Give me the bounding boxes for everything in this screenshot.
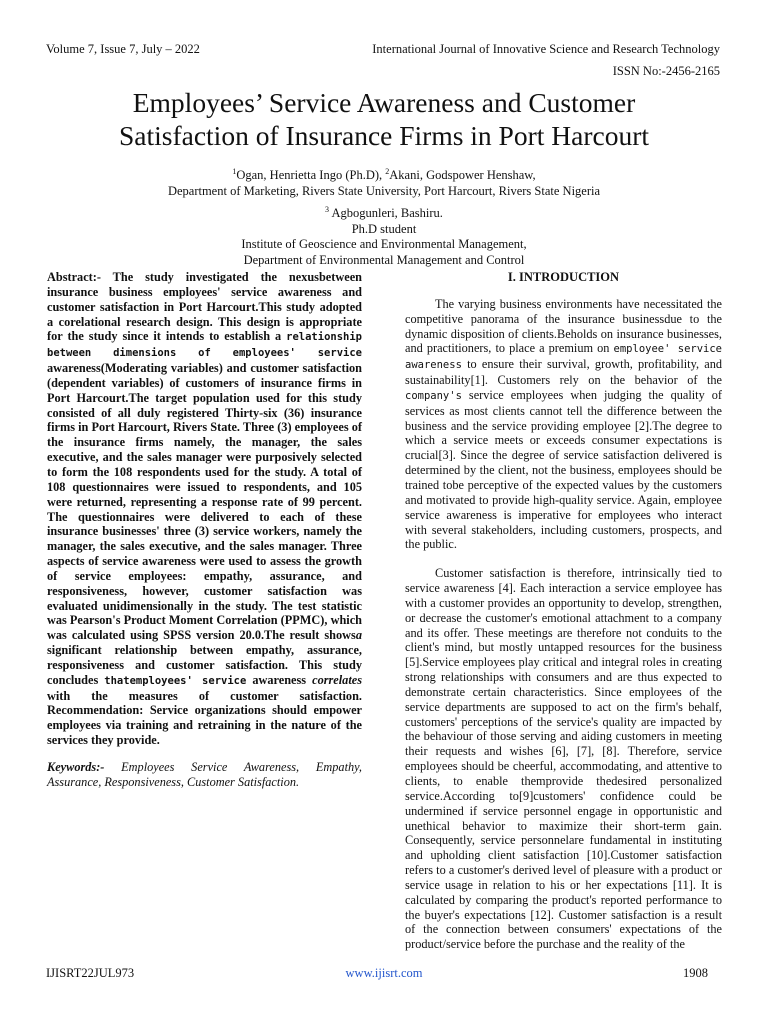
left-column <box>47 270 362 790</box>
abstract-mono-1: relationship between dimensions of employees' service <box>47 331 362 360</box>
right-column <box>405 270 722 966</box>
author-1-department: Department of Marketing, Rivers State University, Port Harcourt, Rivers State Nigeria <box>167 183 601 198</box>
abstract-italic-2: correlates <box>312 672 362 687</box>
intro-p1-text-c: service employees when judging the quality of services as most clients cannot tell the difference between the business and the service providing employee [2].The degree to which a service meets or exceeds consumer expectations is crucial[3]. Since the degree of service satisfaction delivered is determined by the client, not the business, employees should be trained tobe perceptive of the expected values by the customers and motivated to provide high-quality service. Again, employee service awareness is imperative for employees who interact with several stakeholders, including customers, prospects, and the public. <box>405 387 722 552</box>
keywords-text: Employees Service Awareness, Empathy, Assurance, Responsiveness, Customer Satisfaction. <box>47 760 362 789</box>
author-line-3 <box>40 202 728 222</box>
abstract-text-3: significant relationship between empathy, assurance, responsiveness and customer satisfaction. This study concludes <box>47 643 362 687</box>
paper-title-line-2: Satisfaction of Insurance Firms in Port Harcourt <box>118 120 650 151</box>
paper-title-line-1: Employees’ Service Awareness and Customer <box>132 87 636 118</box>
author-1-name: Ogan, Henrietta Ingo (Ph.D), <box>236 168 386 183</box>
abstract-text-2: awareness(Moderating variables) and customer satisfaction (dependent variables) of customers of insurance firms in Port Harcourt.The target population used for this study consisted of all duly registered Thirty-six (36) insurance firms in Port Harcourt, Rivers State. Three (3) employees of the insurance firms namely, the manager, the sales executive, and the sales manager were purposively selected to form the 108 respondents used for the study. A total of 108 questionnaires were issued to respondents, and 105 were returned, representing a response rate of 99 percent. The questionnaires were delivered to each of these insurance businesses' three (3) service workers, namely the manager, the sales executive, and the sales manager. Three aspects of service awareness were used to assess the growth of service employees: empathy, assurance, and responsiveness, however, customer satisfaction was evaluated unidimensionally in the study. The test statistic was Pearson's Product Moment Correlation (PPMC), which was calculated using SPSS version 20.0.The result shows <box>47 361 362 643</box>
footer-page-number: 1908 <box>683 966 708 980</box>
author-3-role: Ph.D student <box>351 221 417 236</box>
intro-p1-mono-2: company's <box>405 389 462 402</box>
author-3-name: Agbogunleri, Bashiru. <box>329 206 443 221</box>
author-2-superscript: 2 <box>385 167 390 176</box>
intro-p1-text-a: The varying business environments have necessitated the competitive panorama of the insurance businessdue to the dynamic disposition of clients.Beholds on insurance businesses, and practitioners, to place a premium on <box>405 296 722 356</box>
intro-p1-text-b: to ensure their survival, growth, profitability, and sustainability[1]. Customers rely on the behavior of the <box>405 357 722 388</box>
abstract-italic-1: a <box>355 628 362 643</box>
abstract-text-5: with the measures of customer satisfaction. Recommendation: Service organizations should empower employees via training and retraining in the nature of the services they provide. <box>47 688 362 748</box>
abstract-text-4: awareness <box>246 672 313 687</box>
author-line-1 <box>40 164 728 184</box>
author-block-1 <box>40 164 728 199</box>
running-header-journal: International Journal of Innovative Science and Research Technology <box>372 42 720 56</box>
intro-paragraph-1 <box>405 297 722 552</box>
running-header-volume: Volume 7, Issue 7, July – 2022 <box>46 42 200 56</box>
author-3-superscript: 3 <box>325 205 330 214</box>
keywords-label: Keywords:- <box>47 760 105 774</box>
keywords <box>47 760 362 790</box>
author-3-department: Department of Environmental Management and Control <box>243 252 525 267</box>
abstract-text-1: Abstract:- The study investigated the nexusbetween insurance business employees' service awareness and customer satisfaction in Port Harcourt.This study adopted a corelational research design. This design is appropriate for the study since it intends to establish a <box>47 270 362 344</box>
author-2-name: Akani, Godspower Henshaw, <box>389 168 536 183</box>
footer-website-link[interactable]: www.ijisrt.com <box>345 966 423 980</box>
footer-paper-code: IJISRT22JUL973 <box>46 966 135 980</box>
author-block-2 <box>40 202 728 268</box>
abstract-mono-2: thatemployees' service <box>104 674 247 687</box>
paper-title <box>40 86 728 152</box>
section-heading-introduction: I. INTRODUCTION <box>507 270 620 284</box>
intro-paragraph-2: Customer satisfaction is therefore, intrinsically tied to service awareness [4]. Each interaction a service employee has with a customer provides an opportunity to develop, strengthen, or decrease the customer's emotional attachment to a company and its offer. These meetings are therefore not conduits to the client's mind, but mostly untapped resources for the business [5].Service employees play critical and integral roles in creating strong relationships with consumers and are thus expected to demonstrate certain characteristics. Since employees of the service departments are supposed to act on the firm's behalf, customers' perceptions of the service's quality are impacted by the behaviour of those serving and aiding customers in meeting their requests and wishes [6], [7], [8]. Therefore, service employees should be cheerful, accommodating, and attentive to clients, to enable themprovide thedesired personalized service.According to[9]customers' confidence could be undermined if service personnel engage in opportunistic and unethical behavior to maximize their short-term gain. Consequently, service personnelare fundamental in instituting and upholding client satisfaction [10].Customer satisfaction refers to a customer's derived level of pleasure with a product or service usage in relation to his or her expectations [11]. It is calculated by comparing the product's reported performance to the buyer's expectations [12]. Customer satisfaction is a result of the connection between consumers' expectations of the product/service before the purchase and the reality of the <box>405 566 722 952</box>
running-header-issn: ISSN No:-2456-2165 <box>612 64 720 78</box>
author-1-superscript: 1 <box>232 167 237 176</box>
author-3-institute: Institute of Geoscience and Environmental Management, <box>241 237 527 252</box>
abstract <box>47 270 362 748</box>
intro-p1-mono-1: employee' service awareness <box>405 343 723 372</box>
